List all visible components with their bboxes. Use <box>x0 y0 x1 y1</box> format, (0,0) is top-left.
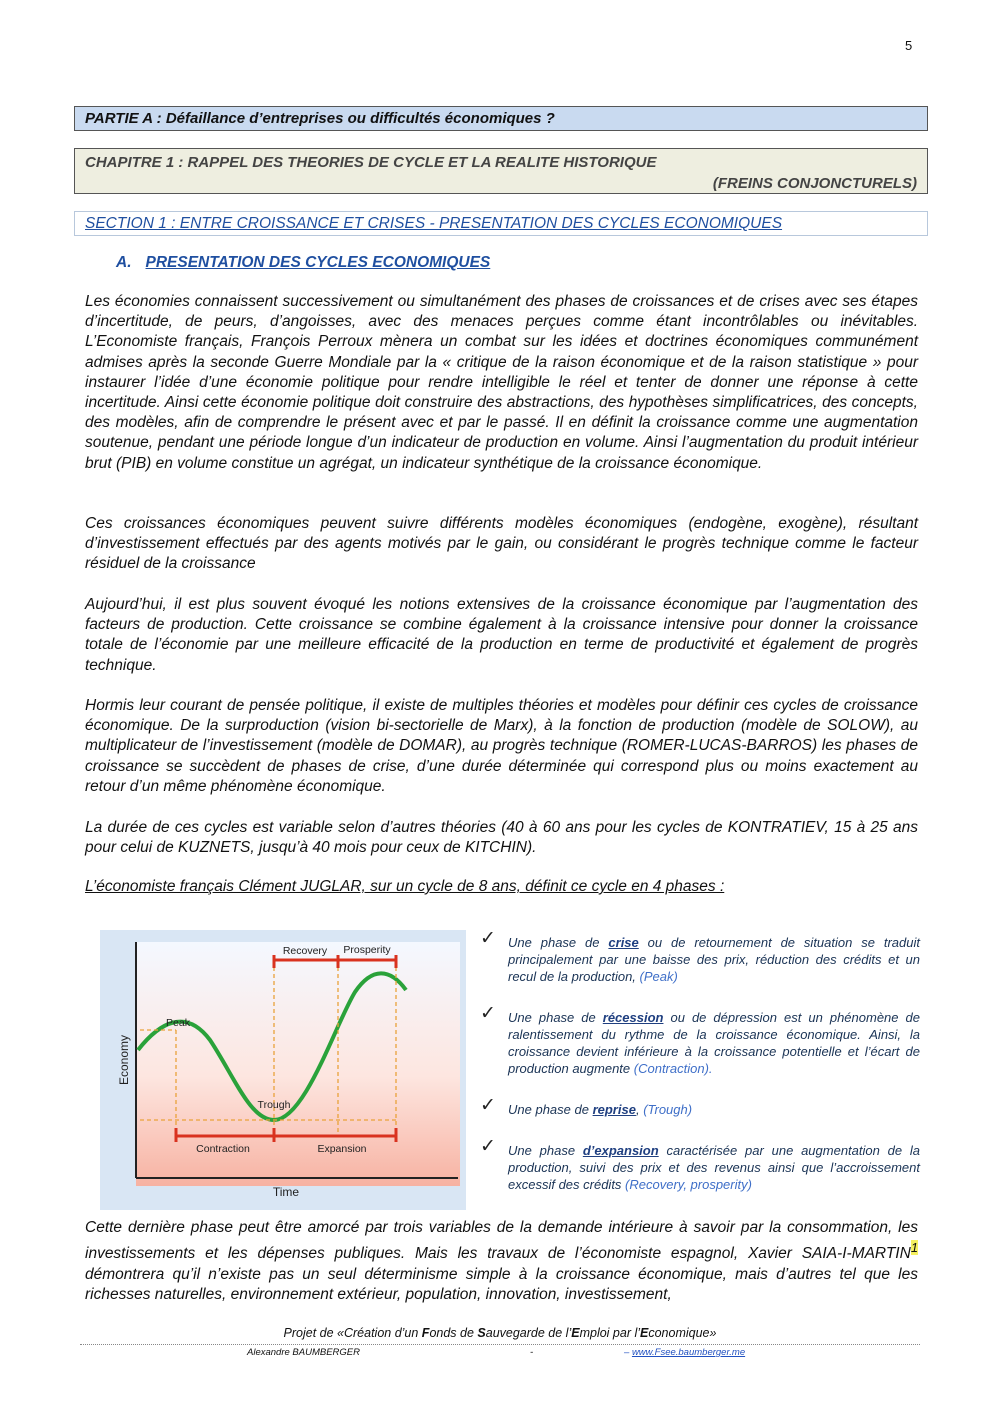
paragraph-6: L’économiste français Clément JUGLAR, sur un cycle de 8 ans, définit ce cycle en 4 phases : <box>85 878 725 895</box>
partie-heading: PARTIE A : Défaillance d’entreprises ou difficultés économiques ? <box>74 106 928 131</box>
x-axis-label: Time <box>272 1185 300 1199</box>
label-trough: Trough <box>257 1099 291 1111</box>
check-icon: ✓ <box>480 1095 496 1116</box>
paragraph-5: La durée de ces cycles est variable selon d’autres théories (40 à 60 ans pour les cycles de KONTRATIEV, 15 à 25 ans pour celui de KUZNETS, jusqu’à 40 mois pour ceux de KITCHIN). <box>85 819 918 857</box>
keyword: crise <box>608 935 639 950</box>
paragraph-1: Les économies connaissent successivement ou simultanément des phases de croissances et de crises avec ses étapes d’incertitude, de peurs, d’angoisses, avec des menaces perçues comme étant incontrôlables ou inévitables. L’Economiste français, François Perroux mènera un combat sur les idées et doctrines économiques communément admises après la seconde Guerre Mondiale par la « critique de la raison économique et de la raison statistique » pour instaurer l’idée d’une économie politique pour rendre intelligible le réel et tenter de donner une réponse à cette incertitude. Ainsi cette économie politique doit construire des abstractions, des hypothèses simplificatrices, des concepts, des modèles, afin de comprendre le présent avec et par le passé. Il en définit la croissance comme une augmentation soutenue, pendant une période longue d’un indicateur de production en volume. Ainsi l’augmentation du produit intérieur brut (PIB) en volume constitue un agrégat, un indicateur synthétique de la croissance économique. <box>85 293 918 472</box>
paragraph-3: Aujourd’hui, il est plus souvent évoqué les notions extensives de la croissance économique par l’augmentation des facteurs de production. Cette croissance se combine également à la croissance intensive pour donner la croissance totale de l’économie par une meilleure efficacité de la production en terme de productivité et également de progrès technique. <box>85 596 918 674</box>
check-icon: ✓ <box>480 1003 496 1024</box>
paragraph-2: Ces croissances économiques peuvent suivre différents modèles économiques (endogène, exogène), résultant d’investissement effectués par des agents motivés par le gain, ou considérant le progrès technique comme le facteur résiduel de la croissance <box>85 515 918 573</box>
footer-divider <box>80 1344 920 1345</box>
label-recovery: Recovery <box>282 945 328 957</box>
chapitre-line-2: (FREINS CONJONCTURELS) <box>712 175 917 192</box>
page-number: 5 <box>905 38 913 53</box>
list-item: ✓ Une phase de crise ou de retournement de situation se traduit principalement par une baisse des prix, réduction des crédits et un recul de la production, (Peak) <box>480 928 920 984</box>
subsection-letter: A. <box>116 254 132 271</box>
chapitre-line-1: CHAPITRE 1 : RAPPEL DES THEORIES DE CYCLE ET LA REALITE HISTORIQUE <box>85 154 657 171</box>
paragraph-4: Hormis leur courant de pensée politique, il existe de multiples théories et modèles pour définir ces cycles de croissance économique. De la surproduction (vision bi-sectorielle de Marx), à la fonction de production (modèle de SOLOW), au multiplicateur de l’investissement (modèle de DOMAR), au progrès technique (ROMER-LUCAS-BARROS) les phases de croissance se succèdent de phases de crise, d’une durée déterminée qui correspond plus ou moins exactement au retour d’un même phénomène économique. <box>85 697 918 795</box>
section-heading-text: SECTION 1 : ENTRE CROISSANCE ET CRISES - PRESENTATION DES CYCLES ECONOMIQUES <box>85 215 783 232</box>
paragraph-final: Cette dernière phase peut être amorcé par trois variables de la demande intérieure à savoir par la consommation, les investissements et les dépenses publiques. Mais les travaux de l’économiste espagnol, Xavier SAIA-I-MARTIN$^1$ démontrera qu’il n’existe pas un seul déterminisme simple à la croissance économique, mais d’autres tel que les richesses naturelles, environnement extérieur, population, innovation, investissement, <box>85 1219 918 1303</box>
section-heading <box>74 211 928 236</box>
footer-project-title: Projet de «Création d’un Fonds de Sauvegarde de l’Emploi par l’Economique» <box>283 1326 717 1340</box>
phase-tag: (Recovery, prosperity) <box>625 1177 752 1192</box>
footnote-ref[interactable]: 1 <box>910 1240 918 1256</box>
list-item: ✓ Une phase d’expansion caractérisée par une augmentation de la production, suivi des prix et des revenus ainsi que l’accroissement excessif des crédits (Recovery, prosperity) <box>480 1136 920 1192</box>
phase-tag: (Contraction) <box>633 1061 709 1076</box>
chapitre-heading <box>74 148 928 194</box>
footer-website: – www.Fsee.baumberger.me <box>624 1347 746 1358</box>
keyword: d’expansion <box>582 1143 659 1158</box>
list-item: ✓ Une phase de récession ou de dépression est un phénomène de ralentissement du rythme de la croissance économique. Ainsi, la croissance devient inférieure à la croissance potentielle et l’écart de production augmente (Contraction). <box>480 1003 920 1076</box>
subsection-title: PRESENTATION DES CYCLES ECONOMIQUES <box>145 254 491 271</box>
list-item: ✓ Une phase de reprise, (Trough) <box>480 1095 693 1117</box>
keyword: récession <box>602 1010 664 1025</box>
business-cycle-figure <box>100 930 466 1210</box>
keyword: reprise <box>592 1102 636 1117</box>
phase-tag: (Trough) <box>643 1102 693 1117</box>
check-icon: ✓ <box>480 928 496 949</box>
y-axis-label: Economy <box>117 1034 131 1086</box>
plot-area <box>136 942 460 1186</box>
label-expansion: Expansion <box>317 1143 367 1155</box>
label-prosperity: Prosperity <box>343 944 391 956</box>
footer-author: Alexandre BAUMBERGER <box>247 1347 360 1358</box>
check-icon: ✓ <box>480 1136 496 1157</box>
label-contraction: Contraction <box>196 1143 250 1155</box>
phase-list <box>480 928 920 1193</box>
phase-tag: (Peak) <box>639 969 678 984</box>
footer-website-link[interactable]: www.Fsee.baumberger.me <box>631 1347 746 1358</box>
subsection-heading <box>116 254 490 272</box>
footer-separator: - <box>530 1347 534 1358</box>
label-peak: Peak <box>166 1017 190 1029</box>
